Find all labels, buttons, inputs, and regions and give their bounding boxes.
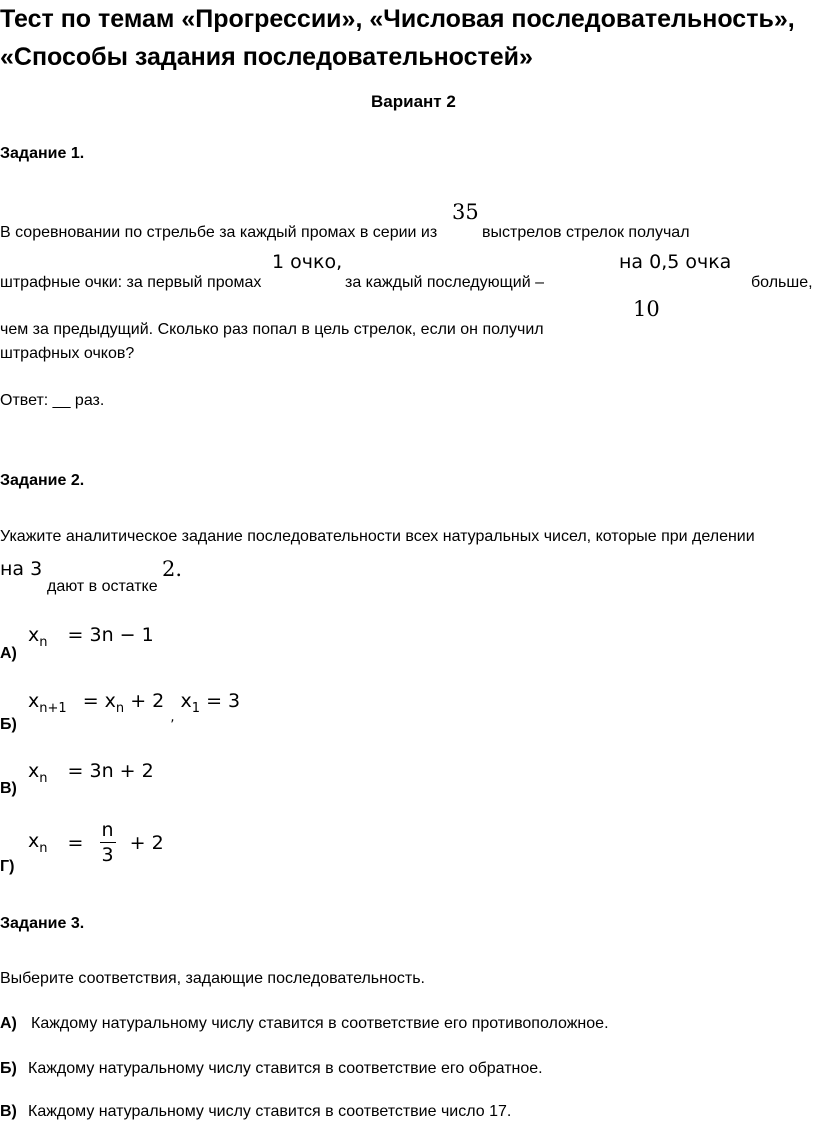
option-d-numerator: n [101, 819, 114, 841]
task1-text-c: штрафные очки: за первый промах [0, 274, 262, 291]
task3-item-a-text: Каждому натуральному числу ставится в соответствие его противоположное. [31, 1015, 609, 1032]
task1-increment: на 0,5 очка [619, 251, 732, 273]
task1-answer: Ответ: __ раз. [0, 392, 105, 409]
task3-intro: Выберите соответствия, задающие последовательность. [0, 970, 425, 987]
task1-text-b: выстрелов стрелок получал [482, 224, 690, 241]
option-d-denominator: 3 [101, 844, 114, 866]
option-d-fraction [100, 818, 116, 867]
option-b-label: Б) [0, 716, 17, 733]
task2-heading: Задание 2. [0, 472, 85, 489]
task1-text-a: В соревновании по стрельбе за каждый промах в серии из [0, 224, 438, 241]
task1-heading: Задание 1. [0, 145, 85, 162]
task3-item-c-label: В) [0, 1103, 17, 1120]
option-d-formula [28, 818, 164, 867]
option-d-lhs: $x_n$ [28, 829, 48, 856]
option-b-initial: $x_1 = 3$ [180, 690, 241, 716]
option-d-eq: = [67, 831, 84, 854]
option-d-tail: + 2 [129, 831, 164, 854]
option-b-comma: , [170, 710, 175, 725]
option-b-rhs: = $x_n + 2$ [82, 690, 165, 716]
option-a-label: А) [0, 645, 17, 662]
task1-shots-count: 35 [452, 200, 479, 224]
task3-heading: Задание 3. [0, 915, 85, 932]
task3-item-b-label: Б) [0, 1060, 17, 1077]
option-c-lhs: $x_n$ [28, 760, 48, 786]
option-c-formula [28, 760, 154, 786]
option-a-rhs: = 3n − 1 [67, 624, 154, 646]
option-a-formula [28, 624, 154, 650]
option-c-rhs: = 3n + 2 [67, 760, 154, 782]
task3-item-a-label: А) [0, 1015, 17, 1032]
task1-text-d: за каждый последующий – [345, 274, 545, 291]
title-line-2: «Способы задания последовательностей» [0, 43, 533, 71]
task3-item-c-text: Каждому натуральному числу ставится в соответствие число 17. [28, 1103, 512, 1120]
title-line-1: Тест по темам «Прогрессии», «Числовая последовательность», [0, 5, 795, 33]
option-a-lhs: $x_n$ [28, 624, 48, 650]
task2-text-b: дают в остатке [47, 578, 158, 595]
task1-first-penalty: 1 очко, [272, 251, 343, 273]
task2-text-a: Укажите аналитическое задание последовательности всех натуральных чисел, которые при делении [0, 528, 755, 545]
task1-text-f: чем за предыдущий. Сколько раз попал в цель стрелок, если он получил [0, 321, 544, 338]
variant-label: Вариант 2 [371, 92, 456, 111]
task1-text-e: больше, [751, 274, 813, 291]
option-c-label: В) [0, 780, 17, 797]
task3-item-b-text: Каждому натуральному числу ставится в соответствие его обратное. [28, 1060, 543, 1077]
option-d-label: Г) [0, 858, 15, 875]
task1-text-g: штрафных очков? [0, 345, 135, 362]
task2-remainder: 2. [162, 557, 183, 581]
task2-divisor: на 3 [0, 558, 43, 580]
option-b-formula [28, 690, 240, 725]
option-b-lhs: $x_{n+1}$ [28, 690, 67, 716]
task1-total-penalty: 10 [633, 297, 660, 321]
